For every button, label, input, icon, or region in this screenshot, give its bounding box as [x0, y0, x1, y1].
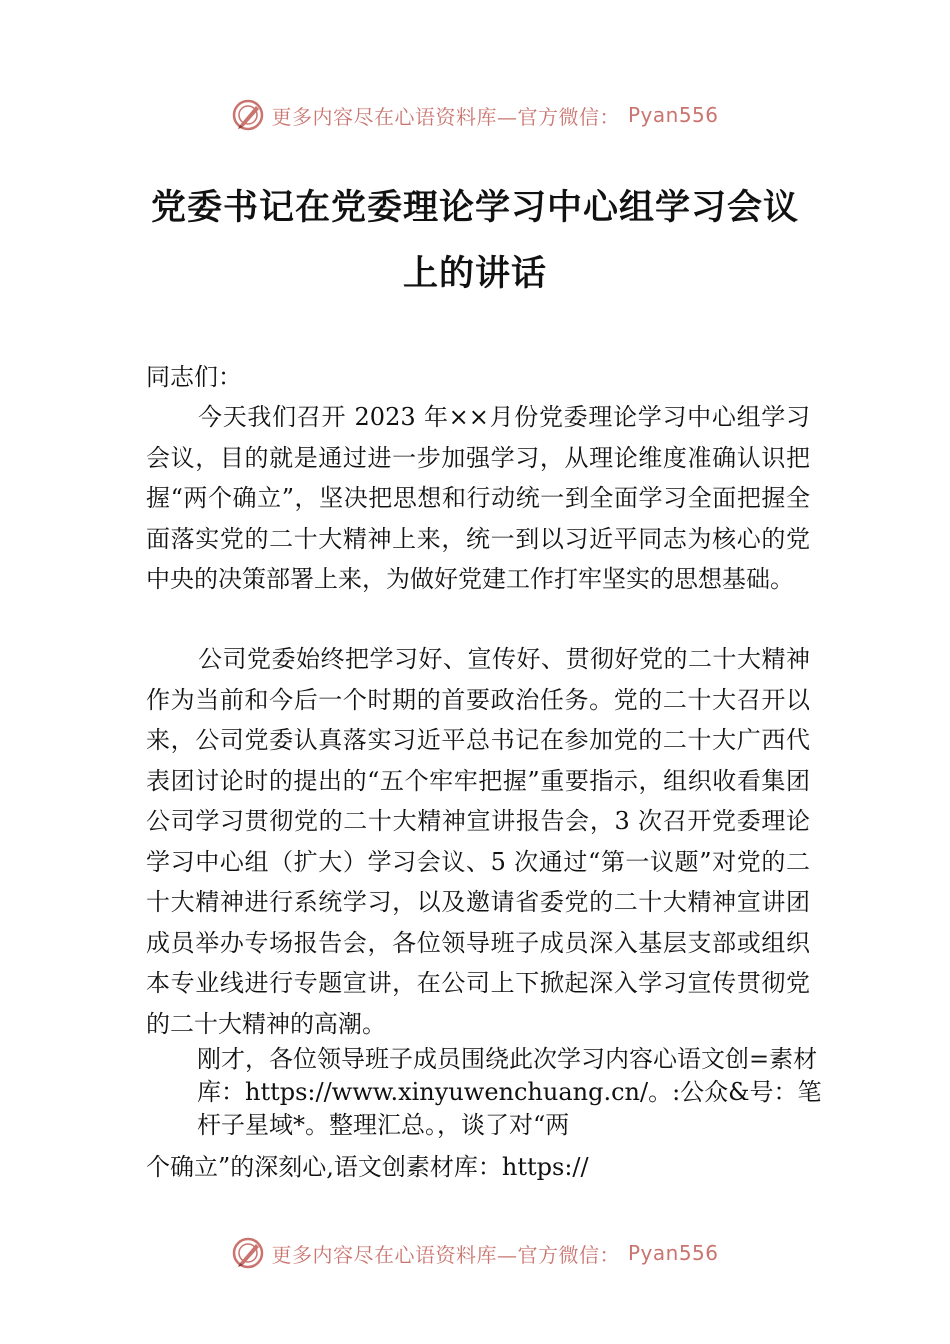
paragraph-3: 刚才，各位领导班子成员围绕此次学习内容心语文创=素材库：https://www.xinyuwenchuang.cn/。:公众&号：笔杆子星域*。整理汇总。，谈了对“两 — [197, 1045, 822, 1139]
pen-logo-icon — [231, 98, 265, 132]
watermark-wechat-id: Pyan556 — [627, 103, 719, 127]
watermark-wechat-id: Pyan556 — [627, 1241, 719, 1265]
watermark-text: 更多内容尽在心语资料库—官方微信： — [271, 104, 620, 129]
watermark-text: 更多内容尽在心语资料库—官方微信： — [271, 1242, 620, 1267]
watermark-header — [0, 95, 950, 135]
pen-logo-icon — [231, 1236, 265, 1270]
title-line-2: 上的讲话 — [402, 253, 547, 294]
paragraph-2: 公司党委始终把学习好、宣传好、贯彻好党的二十大精神作为当前和今后一个时期的首要政治任务。党的二十大召开以来，公司党委认真落实习近平总书记在参加党的二十大广西代表团讨论时的提出的“五个牢牢把握”重要指示，组织收看集团公司学习贯彻党的二十大精神宣讲报告会，3 次召开党委理论学习中心组（扩大）学习会议、5 次通过“第一议题”对党的二十大精神进行系统学习，以及邀请省委党的二十大精神宣讲团成员举办专场报告会，各位领导班子成员深入基层支部或组织本专业线进行专题宣讲，在公司上下掀起深入学习宣传贯彻党的二十大精神的高潮。 — [146, 645, 810, 1038]
salutation: 同志们： — [146, 363, 242, 391]
title-line-1: 党委书记在党委理论学习中心组学习会议 — [150, 187, 799, 228]
paragraph-1: 今天我们召开 2023 年××月份党委理论学习中心组学习会议，目的就是通过进一步加强学习，从理论维度准确认识把握“两个确立”，坚决把思想和行动统一到全面学习全面把握全面落实党的二十大精神上来，统一到以习近平同志为核心的党中央的决策部署上来，为做好党建工作打牢坚实的思想基础。 — [146, 403, 810, 593]
watermark-footer — [0, 1233, 950, 1273]
document-title — [140, 175, 810, 307]
paragraph-3-tail: 个确立”的深刻心,语文创素材库：https:// — [146, 1153, 589, 1181]
